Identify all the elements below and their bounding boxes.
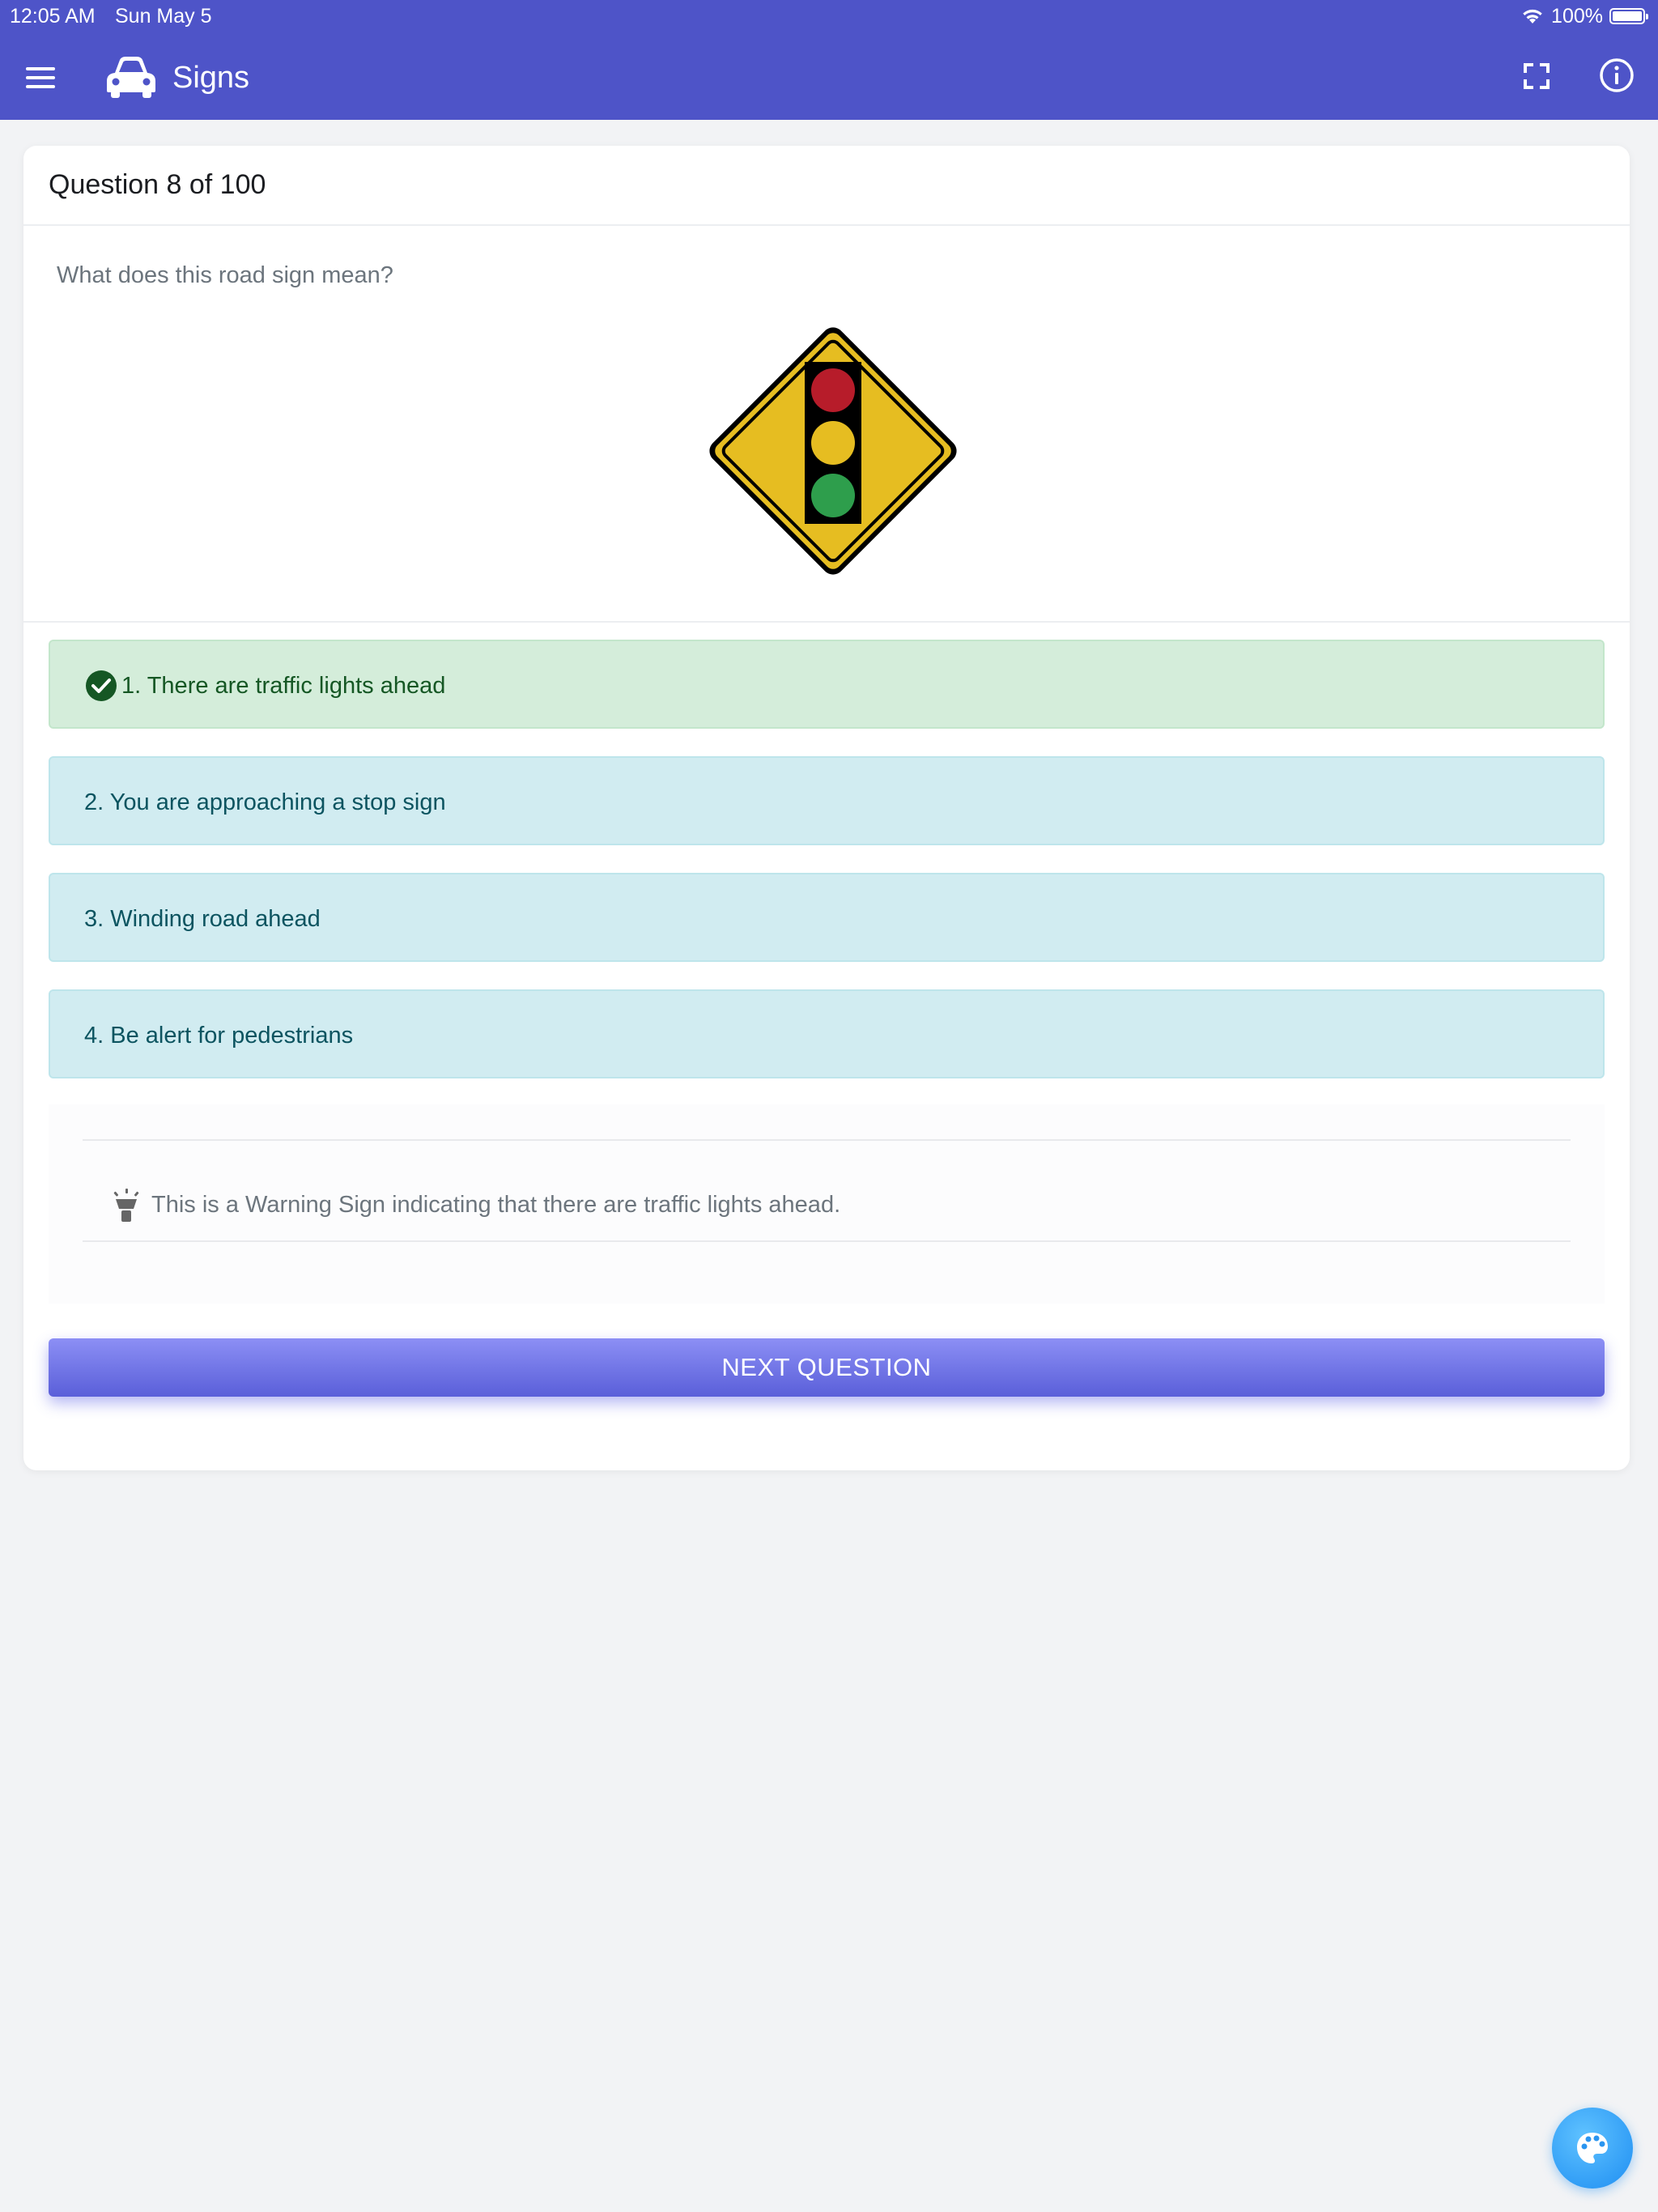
car-icon (104, 53, 159, 100)
question-counter: Question 8 of 100 (49, 169, 266, 200)
answer-option-4[interactable] (49, 989, 1605, 1078)
answer-option-3[interactable] (49, 873, 1605, 962)
next-question-button[interactable]: NEXT QUESTION (49, 1338, 1605, 1397)
status-right (1520, 0, 1645, 32)
info-icon[interactable] (1598, 57, 1635, 94)
answer-label: 4. Be alert for pedestrians (84, 1023, 354, 1049)
check-circle-icon (85, 670, 117, 702)
battery-level (1613, 11, 1642, 21)
theme-fab-button[interactable] (1552, 2108, 1633, 2189)
explanation-panel (49, 1104, 1605, 1304)
wifi-icon (1520, 7, 1545, 25)
answer-label: 1. There are traffic lights ahead (121, 673, 446, 699)
app-header (0, 0, 1658, 120)
menu-icon[interactable] (21, 62, 60, 94)
status-time: 12:05 AM (10, 5, 96, 28)
question-card (23, 146, 1630, 1470)
explanation-text: This is a Warning Sign indicating that there are traffic lights ahead. (151, 1192, 841, 1218)
battery-percent: 100% (1551, 5, 1603, 28)
traffic-lights-sign (694, 312, 972, 590)
divider (83, 1240, 1571, 1242)
question-text: What does this road sign mean? (57, 262, 393, 288)
answer-label: 3. Winding road ahead (84, 906, 321, 932)
answer-option-2[interactable] (49, 756, 1605, 845)
battery-icon (1609, 8, 1645, 24)
card-header (23, 146, 1630, 226)
fullscreen-icon[interactable] (1522, 62, 1551, 91)
status-bar (0, 0, 1658, 32)
answer-label: 2. You are approaching a stop sign (84, 789, 446, 815)
divider (23, 621, 1630, 623)
toolbar (0, 39, 1658, 117)
status-date: Sun May 5 (115, 5, 212, 28)
palette-icon (1575, 2130, 1610, 2166)
answer-option-1[interactable] (49, 640, 1605, 729)
divider (83, 1139, 1571, 1141)
lightbulb-icon (112, 1188, 141, 1223)
app-title: Signs (172, 61, 250, 95)
